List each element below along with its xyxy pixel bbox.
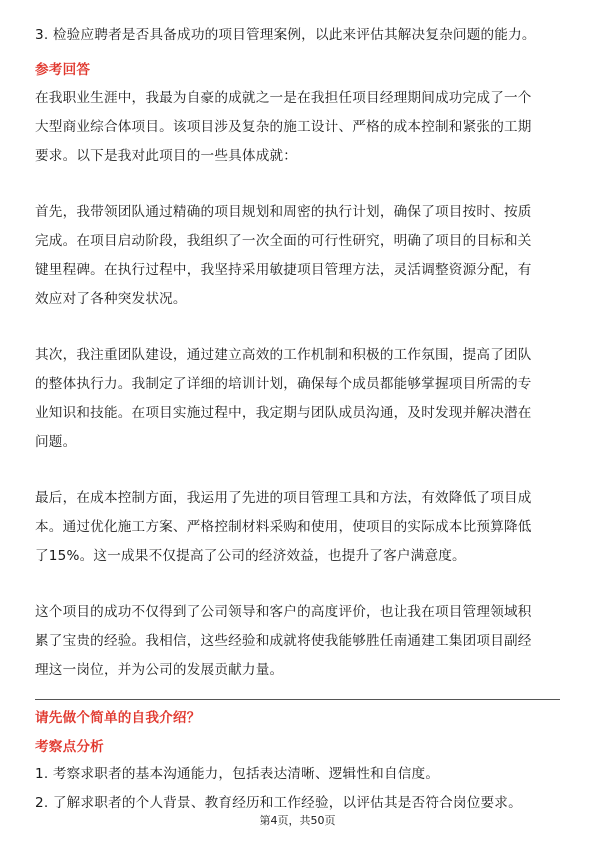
paragraph-5-line-2: 累了宝贵的经验。我相信，这些经验和成就将使我能够胜任南通建工集团项目副经	[35, 633, 532, 649]
paragraph-2-line-2: 完成。在项目启动阶段，我组织了一次全面的可行性研究，明确了项目的目标和关	[35, 233, 532, 249]
paragraph-4-line-1: 最后，在成本控制方面，我运用了先进的项目管理工具和方法，有效降低了项目成	[35, 490, 532, 506]
page-number-footer: 第4页，共50页	[259, 814, 336, 827]
paragraph-1-line-3: 要求。以下是我对此项目的一些具体成就：	[35, 148, 298, 164]
paragraph-1-line-2: 大型商业综合体项目。该项目涉及复杂的施工设计、严格的成本控制和紧张的工期	[35, 119, 532, 135]
answer-heading: 参考回答	[35, 62, 91, 78]
paragraph-4-line-2: 本。通过优化施工方案、严格控制材料采购和使用，使项目的实际成本比预算降低	[35, 519, 532, 535]
section-divider	[35, 699, 560, 700]
next-question-heading: 请先做个简单的自我介绍？	[35, 710, 201, 726]
paragraph-1-line-1: 在我职业生涯中，我最为自豪的成就之一是在我担任项目经理期间成功完成了一个	[35, 90, 532, 106]
analysis-point-1: 1. 考察求职者的基本沟通能力，包括表达清晰、逻辑性和自信度。	[35, 766, 440, 782]
analysis-heading: 考察点分析	[35, 739, 104, 755]
paragraph-2-line-3: 键里程碑。在执行过程中，我坚持采用敏捷项目管理方法，灵活调整资源分配，有	[35, 262, 532, 278]
paragraph-3-line-1: 其次，我注重团队建设，通过建立高效的工作机制和积极的工作氛围，提高了团队	[35, 347, 532, 363]
paragraph-2-line-1: 首先，我带领团队通过精确的项目规划和周密的执行计划，确保了项目按时、按质	[35, 204, 532, 220]
question-3-text: 3. 检验应聘者是否具备成功的项目管理案例，以此来评估其解决复杂问题的能力。	[35, 27, 536, 43]
paragraph-3-line-4: 问题。	[35, 434, 77, 450]
paragraph-5-line-3: 理这一岗位，并为公司的发展贡献力量。	[35, 662, 284, 678]
paragraph-3-line-2: 的整体执行力。我制定了详细的培训计划，确保每个成员都能够掌握项目所需的专	[35, 376, 532, 392]
paragraph-4-line-3: 了15%。这一成果不仅提高了公司的经济效益，也提升了客户满意度。	[35, 548, 466, 564]
analysis-point-2: 2. 了解求职者的个人背景、教育经历和工作经验，以评估其是否符合岗位要求。	[35, 795, 522, 811]
paragraph-3-line-3: 业知识和技能。在项目实施过程中，我定期与团队成员沟通，及时发现并解决潜在	[35, 405, 532, 421]
paragraph-5-line-1: 这个项目的成功不仅得到了公司领导和客户的高度评价，也让我在项目管理领域积	[35, 604, 532, 620]
paragraph-2-line-4: 效应对了各种突发状况。	[35, 291, 187, 307]
